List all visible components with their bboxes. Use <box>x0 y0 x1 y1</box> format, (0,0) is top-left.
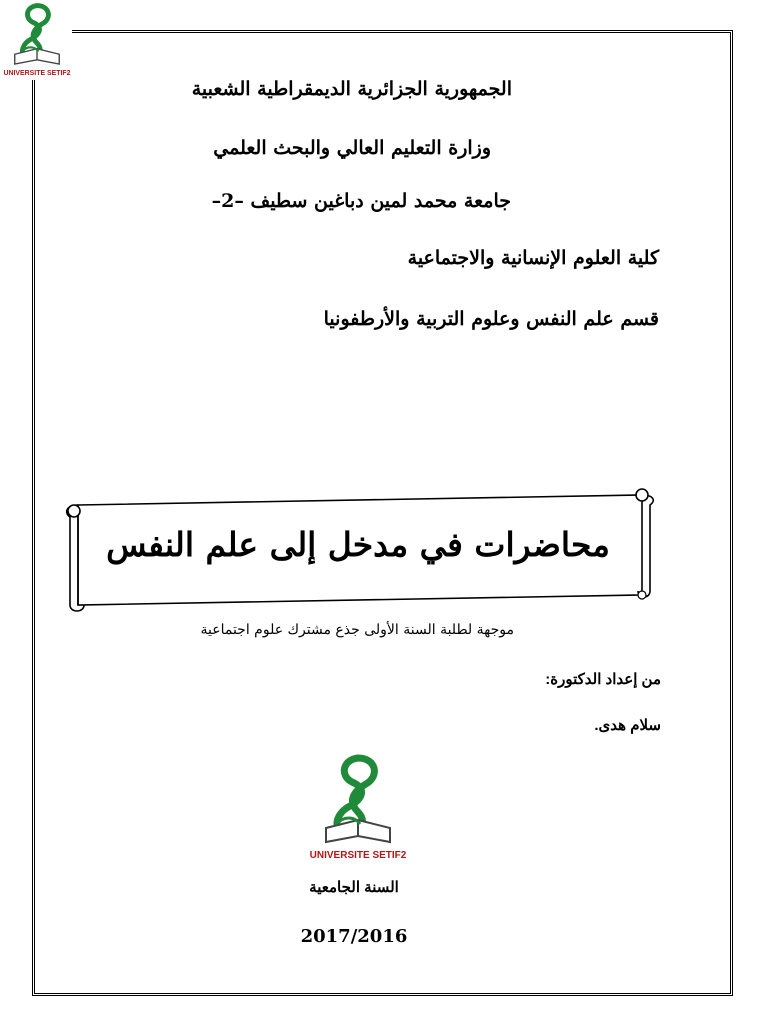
author-label: من إعداد الدكتورة: <box>545 671 661 688</box>
university-logo-center <box>308 750 408 865</box>
republic-title: الجمهورية الجزائرية الديمقراطية الشعبية <box>191 78 512 100</box>
faculty-title: كلية العلوم الإنسانية والاجتماعية <box>407 247 659 269</box>
university-setif-logo-icon <box>308 750 408 865</box>
university-title: جامعة محمد لمين دباغين سطيف –2– <box>211 190 511 212</box>
logo-caption: UNIVERSITE SETIF2 <box>309 850 407 861</box>
author-name: سلام هدى. <box>594 717 661 734</box>
logo-caption: UNIVERSITE SETIF2 <box>3 70 71 78</box>
ministry-title: وزارة التعليم العالي والبحث العلمي <box>213 137 491 159</box>
university-setif-logo-icon <box>2 0 72 80</box>
department-title: قسم علم النفس وعلوم التربية والأرطفونيا <box>323 308 659 330</box>
target-audience-subtitle: موجهة لطلبة السنة الأولى جذع مشترك علوم اجتماعية <box>200 622 514 638</box>
academic-year-label: السنة الجامعية <box>309 879 399 896</box>
academic-year: 2017/2016 <box>300 926 408 947</box>
university-logo-top <box>2 0 72 80</box>
lecture-title: محاضرات في مدخل إلى علم النفس <box>106 525 610 564</box>
